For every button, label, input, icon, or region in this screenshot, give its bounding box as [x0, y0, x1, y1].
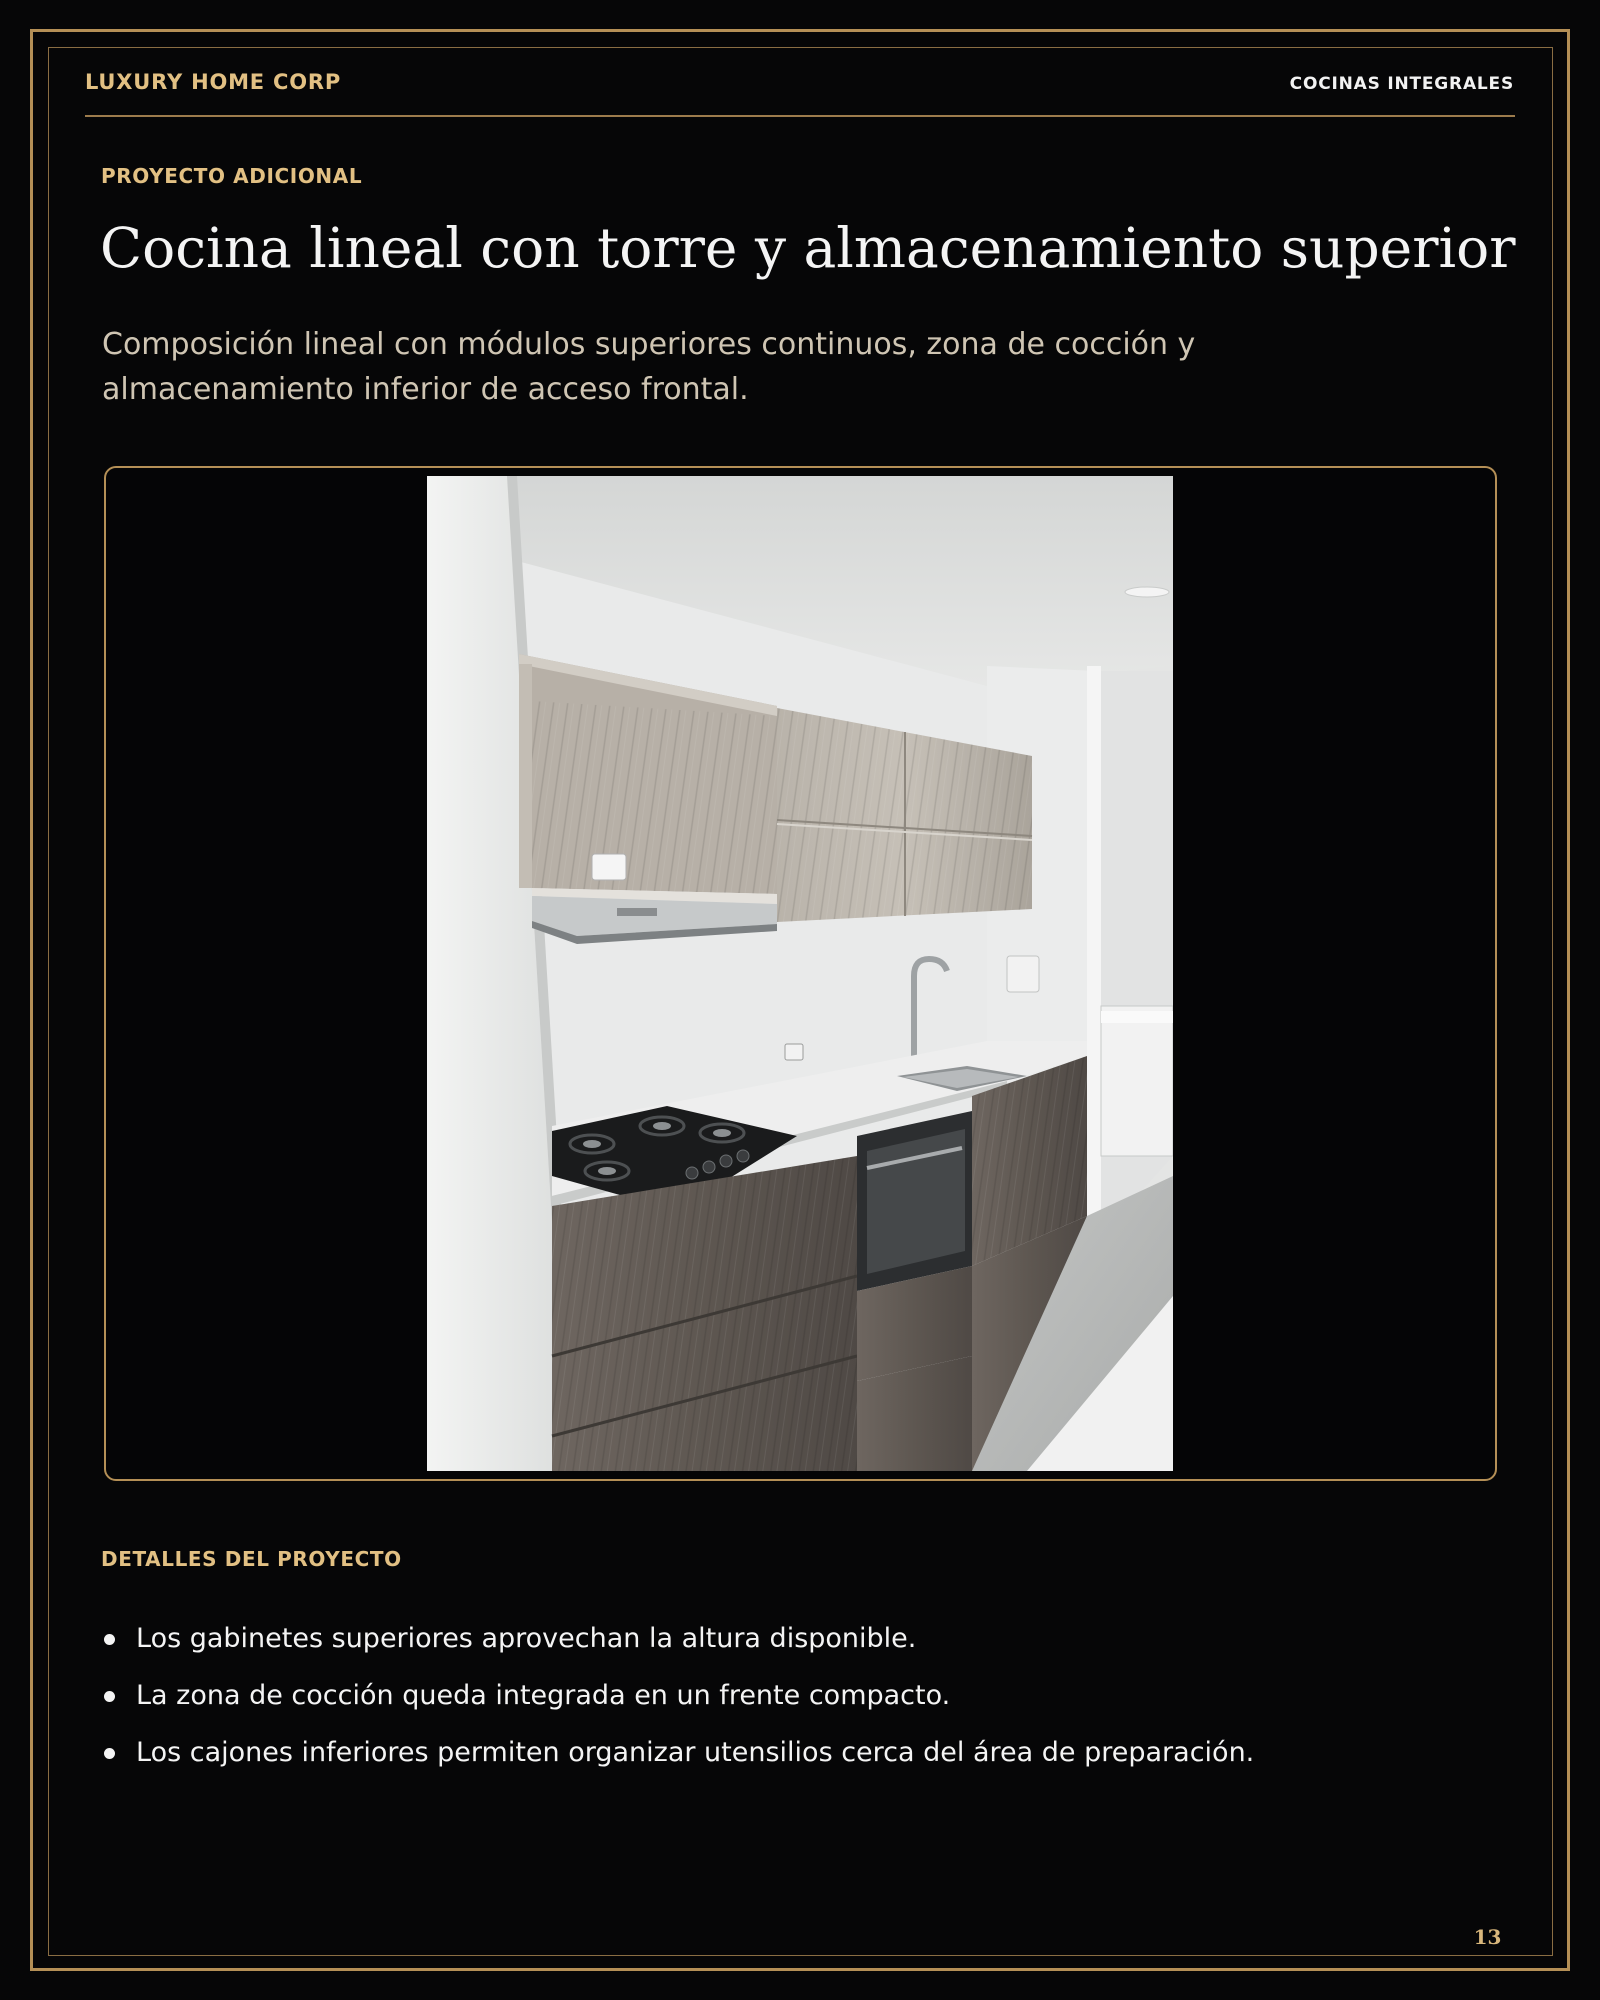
details-list [100, 1610, 1254, 1781]
bullet-icon [104, 1634, 115, 1645]
details-heading: DETALLES DEL PROYECTO [101, 1547, 402, 1571]
page-subtitle: Composición lineal con módulos superiores continuos, zona de cocción y almacenamiento inferior de acceso frontal. [102, 327, 1196, 407]
header-divider [85, 115, 1515, 117]
list-item-text: Los gabinetes superiores aprovechan la altura disponible. [136, 1623, 917, 1654]
brand-name: LUXURY HOME CORP [85, 70, 342, 94]
project-eyebrow: PROYECTO ADICIONAL [101, 164, 363, 188]
page-title: Cocina lineal con torre y almacenamiento superior [100, 216, 1516, 280]
kitchen-photo [427, 476, 1173, 1471]
list-item [100, 1667, 1254, 1724]
list-item [100, 1724, 1254, 1781]
bullet-icon [104, 1748, 115, 1759]
section-name: COCINAS INTEGRALES [1289, 74, 1514, 94]
page-number: 13 [1440, 1920, 1535, 1954]
list-item-text: Los cajones inferiores permiten organizar utensilios cerca del área de preparación. [136, 1737, 1255, 1768]
list-item [100, 1610, 1254, 1667]
kitchen-photo-frame [104, 466, 1497, 1481]
list-item-text: La zona de cocción queda integrada en un frente compacto. [136, 1680, 951, 1711]
bullet-icon [104, 1691, 115, 1702]
